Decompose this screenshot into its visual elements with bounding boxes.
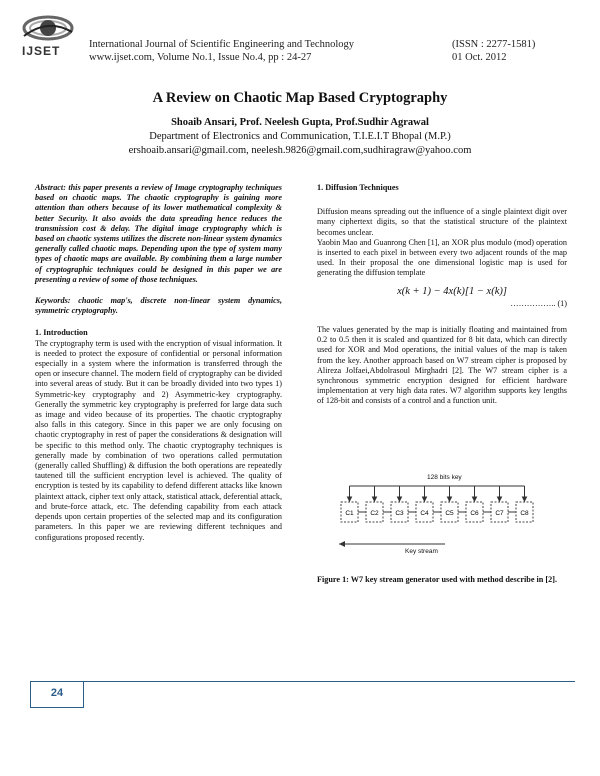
left-column bbox=[35, 183, 282, 543]
figure-arrowhead bbox=[398, 497, 402, 501]
right-column bbox=[317, 183, 567, 407]
figure-arrowhead bbox=[523, 497, 527, 501]
figure-cell-label: C3 bbox=[395, 510, 404, 517]
intro-text: The cryptography term is used with the encryption of visual information. It is needed to protect the exposure of confidential or personal information especially in a system where the information is transferred through the open or insecure channel. The modern field of cryptography can be divided into several areas of study. But it can be broadly divided into two types 1) Symmetric-key cryptography and 2) Asymmetric-key cryptography. Generally the symmetric key cryptography is preferred for large data such as image and video because of its properties. The chaotic cryptography also falls in this category. Since in this paper we are only focusing on chaotic cryptography in rest of paper the considerations & designation will be specific to this method only. The chaotic cryptography techniques is generally made by combination of two operations called permutation (generally called Shuffling) & diffusion the both operations are repeatedly tautened till the sufficient encryption level is achieved. The quality of encryption is tested by its capability to defend different attacks like known plaintext attack, cipher text only attack, statistical attack, deferential attack, and brute-force attack, etc. The defending capability from each attack depends upon certain properties of the selected map and its configuration parameters. In this paper we are reviewing different techniques and configurations proposed recently. bbox=[35, 338, 282, 542]
diffusion-paragraph-1: Diffusion means spreading out the influence of a single plaintext digit over many ciphertext digits, so that the statistical structure of the plaintext becomes unclear. bbox=[317, 207, 567, 237]
intro-heading: 1. Introduction bbox=[35, 328, 88, 338]
keystream-arrowhead bbox=[339, 541, 345, 547]
figure-cell-label: C1 bbox=[345, 510, 354, 517]
figure-caption: Figure 1: W7 key stream generator used with method describe in [2]. bbox=[317, 575, 557, 584]
page-number: 24 bbox=[50, 687, 64, 699]
figure-arrowhead bbox=[373, 497, 377, 501]
figure-cell-label: C6 bbox=[470, 510, 479, 517]
page-number-box bbox=[30, 681, 84, 708]
figure-arrowhead bbox=[473, 497, 477, 501]
paper-emails: ershoaib.ansari@gmail.com, neelesh.9826@gmail.com,sudhiragraw@yahoo.com bbox=[128, 145, 472, 156]
paper-affiliation: Department of Electronics and Communication, T.I.E.I.T Bhopal (M.P.) bbox=[149, 131, 451, 142]
figure-diagram bbox=[333, 474, 563, 564]
diffusion-paragraph-3: The values generated by the map is initially floating and maintained from 0.2 to 0.5 then it is scaled and quantized for 8 bit data, which can directly used for XOR and Mod operations, the initial values of the map is taken from the key. Another approach based on W7 stream cipher is proposed by Alireza Jolfaei,Abdolrasoul Mirghadri [2]. The W7 stream cipher is a synchronous symmetric encryption designed for efficient hardware implementation at very high data rates. W7 algorithm supports key lengths of 128-bit and consists of a control and a function unit. bbox=[317, 325, 567, 406]
figure-cell-label: C5 bbox=[445, 510, 454, 517]
logo-text: IJSET bbox=[22, 44, 61, 58]
figure-arrowhead bbox=[498, 497, 502, 501]
paper-authors: Shoaib Ansari, Prof. Neelesh Gupta, Prof.Sudhir Agrawal bbox=[171, 117, 429, 128]
diffusion-paragraph-2: Yaobin Mao and Guanrong Chen [1], an XOR plus modulo (mod) operation is inserted to each pixel in between every two adjacent rounds of the map used. In their proposal the one dimensional logistic map is used for generating the diffusion template bbox=[317, 237, 567, 278]
issn: (ISSN : 2277-1581) bbox=[452, 39, 536, 50]
figure-1 bbox=[333, 474, 563, 564]
journal-logo bbox=[14, 10, 84, 58]
figure-key-label: 128 bits key bbox=[427, 474, 462, 481]
figure-arrowhead bbox=[423, 497, 427, 501]
figure-cell-label: C8 bbox=[520, 510, 529, 517]
figure-cell-label: C2 bbox=[370, 510, 379, 517]
figure-cell-label: C4 bbox=[420, 510, 429, 517]
footer-rule bbox=[30, 681, 575, 682]
figure-arrowhead bbox=[448, 497, 452, 501]
abstract: Abstract: this paper presents a review of Image cryptography techniques based on chaotic maps. The chaotic cryptography is gaining more attention than others because of its lower mathematical complexity & better Security. It also avoids the data spreading hence reduces the transmission cost & delay. The digital image cryptography which is based on chaotic systems utilizes the discrete non-linear system dynamics generally called chaotic maps. Depending upon the type of system many types of chaotic maps are available. By combining them a large number of cryptographic techniques could be designed in this paper we are presenting a review of some of those techniques. bbox=[35, 183, 282, 284]
figure-arrowhead bbox=[348, 497, 352, 501]
equation-number: …………….. (1) bbox=[510, 298, 567, 308]
equation: x(k + 1) − 4x(k)[1 − x(k)] bbox=[397, 285, 507, 297]
figure-cell-label: C7 bbox=[495, 510, 504, 517]
keywords: Keywords: chaotic map's, discrete non-linear system dynamics, symmetric cryptography. bbox=[35, 296, 282, 316]
figure-keystream-label: Key stream bbox=[405, 548, 438, 555]
issue-date: 01 Oct. 2012 bbox=[452, 52, 507, 63]
diffusion-heading: 1. Diffusion Techniques bbox=[317, 183, 399, 192]
paper-title: A Review on Chaotic Map Based Cryptography bbox=[152, 90, 448, 106]
journal-name: International Journal of Scientific Engineering and Technology bbox=[89, 39, 354, 50]
volume-info: www.ijset.com, Volume No.1, Issue No.4, pp : 24-27 bbox=[89, 52, 312, 63]
